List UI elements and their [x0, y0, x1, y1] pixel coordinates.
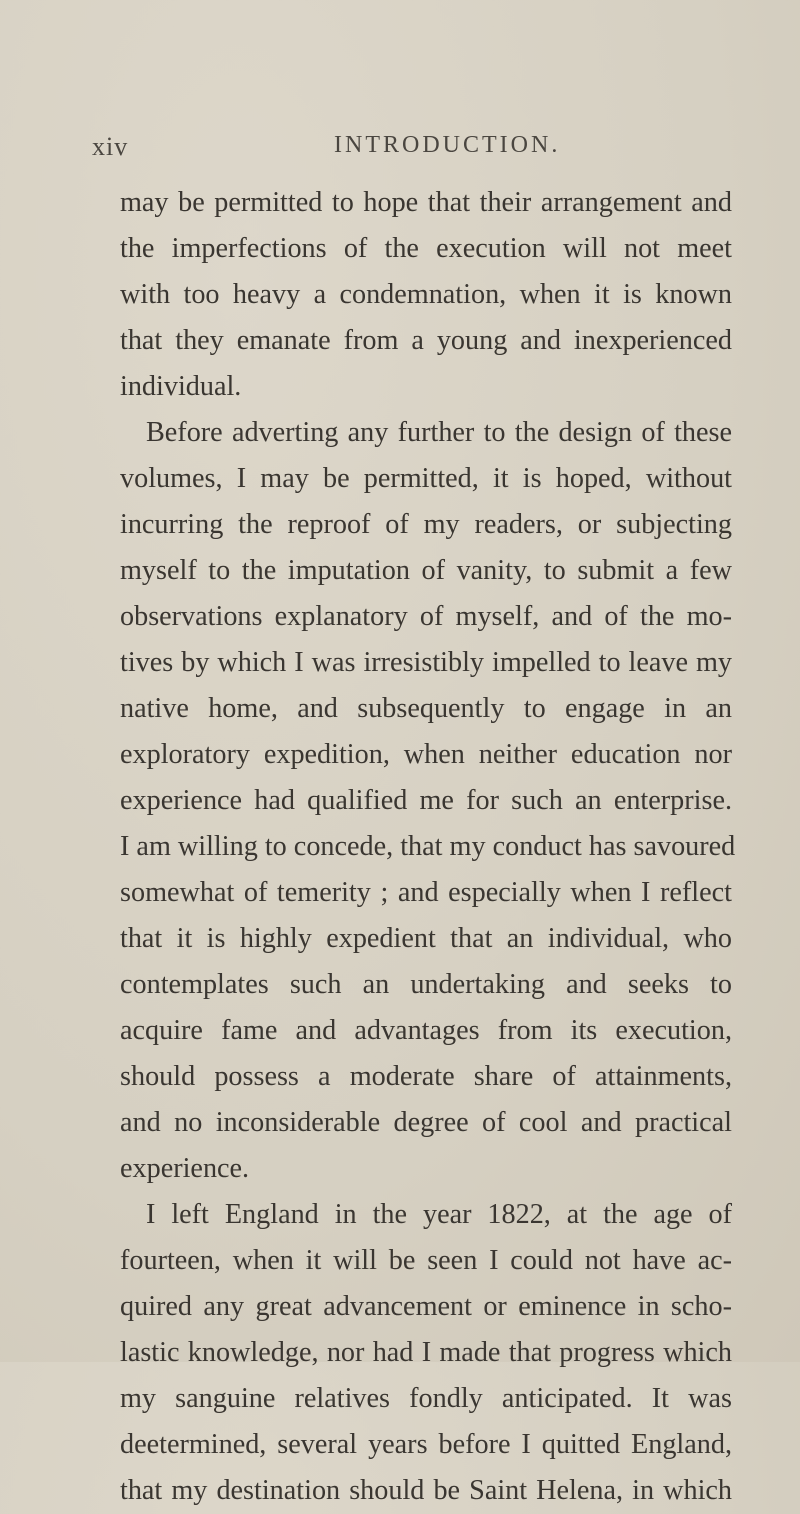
page-header	[92, 132, 732, 172]
text-line: observations explanatory of myself, and of the mo-	[120, 601, 732, 632]
text-line: contemplates such an undertaking and seeks to	[120, 969, 732, 1000]
text-line: somewhat of temerity ; and especially when I reflect	[120, 877, 732, 908]
text-line: incurring the reproof of my readers, or subjecting	[120, 509, 732, 540]
text-line: volumes, I may be permitted, it is hoped, without	[120, 463, 732, 494]
text-line: myself to the imputation of vanity, to submit a few	[120, 555, 732, 586]
text-line: exploratory expedition, when neither education nor	[120, 739, 732, 770]
text-line: I am willing to concede, that my conduct has savoured	[120, 831, 736, 862]
running-head: INTRODUCTION.	[334, 132, 561, 158]
text-line: with too heavy a condemnation, when it is known	[120, 279, 732, 310]
text-line: that they emanate from a young and inexperienced	[120, 325, 732, 356]
text-line: acquire fame and advantages from its execution,	[120, 1015, 732, 1046]
text-line: that it is highly expedient that an individual, who	[120, 923, 732, 954]
text-line: should possess a moderate share of attainments,	[120, 1061, 732, 1092]
text-line: quired any great advancement or eminence in scho-	[120, 1291, 732, 1322]
text-line: individual.	[120, 371, 242, 402]
page-number: xiv	[92, 132, 129, 161]
text-line: the imperfections of the execution will not meet	[120, 233, 732, 264]
body-text	[120, 180, 736, 1514]
text-line: native home, and subsequently to engage in an	[120, 693, 732, 724]
text-line: and no inconsiderable degree of cool and practical	[120, 1107, 732, 1138]
text-line: my sanguine relatives fondly anticipated. It was	[120, 1383, 732, 1414]
text-line: experience.	[120, 1153, 250, 1184]
text-line: fourteen, when it will be seen I could not have ac-	[120, 1245, 732, 1276]
text-line: deetermined, several years before I quitted England,	[120, 1429, 732, 1460]
text-line: that my destination should be Saint Helena, in which	[120, 1475, 732, 1506]
text-line: I left England in the year 1822, at the age of	[146, 1199, 732, 1230]
text-line: may be permitted to hope that their arrangement and	[120, 187, 732, 218]
text-line: Before adverting any further to the design of these	[146, 417, 732, 448]
text-line: lastic knowledge, nor had I made that progress which	[120, 1337, 732, 1368]
text-line: experience had qualified me for such an enterprise.	[120, 785, 732, 816]
text-line: tives by which I was irresistibly impelled to leave my	[120, 647, 732, 678]
